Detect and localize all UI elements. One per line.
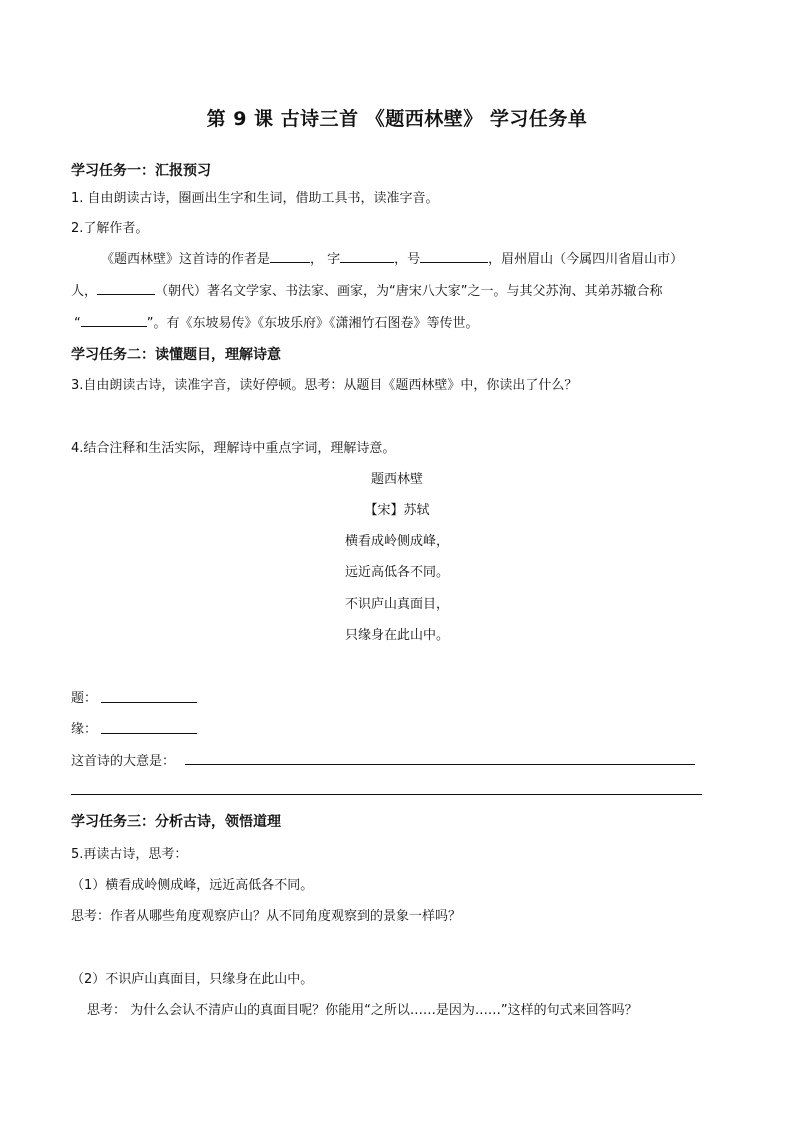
intro-text: ，眉州眉山（今属四川省眉山市） (488, 252, 684, 267)
author-intro-line-1 (101, 248, 683, 267)
question-1: 1. 自由朗读古诗，圈画出生字和生词，借助工具书，读准字音。 (71, 191, 439, 206)
page-title: 第 9 课 古诗三首 《题西林壁》 学习任务单 (206, 108, 588, 130)
meaning-answer-line-2[interactable] (71, 794, 702, 795)
intro-text: “ (74, 316, 81, 331)
collective-name-blank[interactable] (81, 312, 147, 327)
author-intro-line-3 (74, 312, 479, 331)
word-ti-label: 题： (71, 691, 98, 706)
intro-text: 《题西林壁》这首诗的作者是 (101, 252, 271, 267)
poem-part-1: （1）横看成岭侧成峰，远近高低各不同。 (71, 878, 314, 893)
meaning-label: 这首诗的大意是： (71, 754, 176, 769)
courtesy-name-blank[interactable] (340, 248, 394, 263)
word-yuan-answer-line[interactable] (101, 733, 197, 734)
poem-line: 不识庐山真面目， (344, 597, 449, 612)
author-name-blank[interactable] (270, 248, 310, 263)
intro-text: （朝代） (155, 284, 208, 299)
think-question-2: 思考： 为什么会认不清庐山的真面目呢？你能用“之所以……是因为……”这样的句式来回答吗？ (87, 1003, 638, 1018)
intro-text: 著名文学家、书法家、画家，为“唐宋八大家”之一。与其父苏洵、其弟苏辙合称 (207, 284, 663, 299)
poem-author: 【宋】苏轼 (364, 503, 430, 518)
poem-line: 只缘身在此山中。 (344, 628, 449, 643)
word-ti-answer-line[interactable] (101, 702, 197, 703)
word-yuan-label: 缘： (71, 722, 98, 737)
think-question-1: 思考：作者从哪些角度观察庐山？从不同角度观察到的景象一样吗？ (71, 909, 462, 924)
task3-heading: 学习任务三：分析古诗，领悟道理 (71, 814, 281, 830)
intro-text: ， 字 (310, 252, 341, 267)
task1-heading: 学习任务一：汇报预习 (71, 163, 211, 179)
intro-text: 人， (71, 284, 98, 299)
author-intro-line-2 (71, 280, 663, 299)
question-4: 4.结合注释和生活实际，理解诗中重点字词，理解诗意。 (71, 441, 396, 456)
poem-title: 题西林壁 (370, 472, 423, 487)
poem-line: 远近高低各不同。 (344, 565, 449, 580)
poem-line: 横看成岭侧成峰， (344, 534, 449, 549)
meaning-answer-line[interactable] (185, 764, 695, 765)
poem-part-2: （2）不识庐山真面目，只缘身在此山中。 (71, 972, 314, 987)
intro-text: ，号 (394, 252, 421, 267)
question-2: 2.了解作者。 (71, 221, 149, 236)
dynasty-blank[interactable] (97, 280, 155, 295)
question-5: 5.再读古诗，思考： (71, 847, 188, 862)
intro-text: ”。有《东坡易传》《东坡乐府》《潇湘竹石图卷》等传世。 (146, 316, 479, 331)
task2-heading: 学习任务二：读懂题目，理解诗意 (71, 347, 281, 363)
pen-name-blank[interactable] (420, 248, 488, 263)
question-3: 3.自由朗读古诗，读准字音，读好停顿。思考：从题目《题西林壁》中，你读出了什么？ (71, 378, 578, 393)
